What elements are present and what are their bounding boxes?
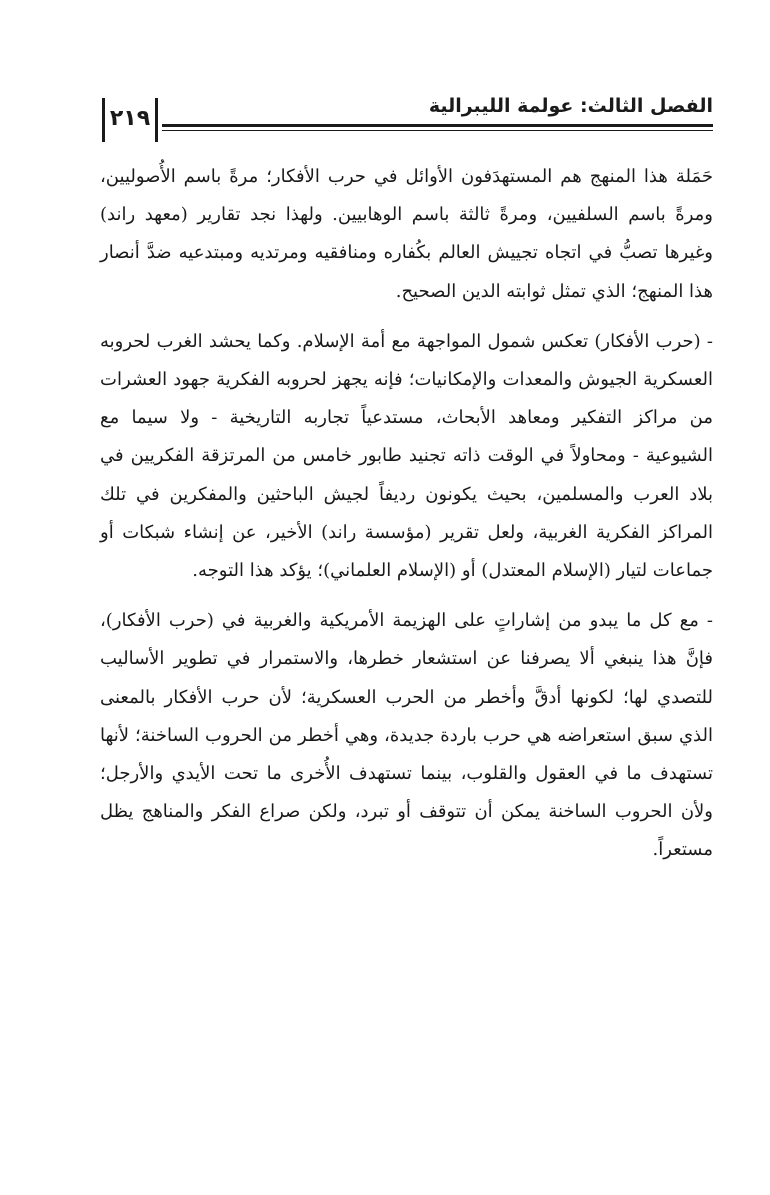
body-text [100, 158, 713, 870]
chapter-title: الفصل الثالث: عولمة الليبرالية [428, 95, 713, 117]
header-rule-thin [162, 130, 713, 131]
paragraph-2: - (حرب الأفكار) تعكس شمول المواجهة مع أمة الإسلام. وكما يحشد الغرب لحروبه العسكرية الجيوش والمعدات والإمكانيات؛ فإنه يجهز لحروبه الفكرية جهود العشرات من مراكز التفكير ومعاهد الأبحاث، مستدعياً تجاربه التاريخية - ولا سيما مع الشيوعية - ومحاولاً في الوقت ذاته تجنيد طابور خامس من المرتزقة الفكريين في بلاد العرب والمسلمين، بحيث يكونون رديفاً لجيش الباحثين والمفكرين في تلك المراكز الفكرية الغربية، ولعل تقرير (مؤسسة راند) الأخير، عن إنشاء شبكات أو جماعات لتيار (الإسلام المعتدل) أو (الإسلام العلماني)؛ يؤكد هذا التوجه. [100, 330, 713, 582]
header-rule-thick [162, 124, 713, 127]
paragraph-1: حَمَلة هذا المنهج هم المستهدَفون الأوائل في حرب الأفكار؛ مرةً باسم الأُصوليين، ومرةً باسم السلفيين، ومرةً ثالثة باسم الوهابيين. ولهذا نجد تقارير (معهد راند) وغيرها تصبُّ في اتجاه تجييش العالم بكُفاره ومنافقيه ومرتديه ومبتدعيه ضدَّ أنصار هذا المنهج؛ الذي تمثل ثوابته الدين الصحيح. [100, 166, 713, 302]
page-number: ٢١٩ [102, 98, 158, 142]
page-header [102, 92, 713, 148]
paragraph-3: - مع كل ما يبدو من إشاراتٍ على الهزيمة الأمريكية والغربية في (حرب الأفكار)، فإنَّ هذا ينبغي ألا يصرفنا عن استشعار خطرها، والاستمرار في تطوير الأساليب للتصدي لها؛ لكونها أدقَّ وأخطر من الحرب العسكرية؛ لأن حرب الأفكار بالمعنى الذي سبق استعراضه هي حرب باردة جديدة، وهي أخطر من الحروب الساخنة؛ لأنها تستهدف ما في العقول والقلوب، بينما تستهدف الأُخرى ما تحت الأيدي والأرجل؛ ولأن الحروب الساخنة يمكن أن تتوقف أو تبرد، ولكن صراع الفكر والمناهج يظل مستعراً. [100, 610, 713, 861]
